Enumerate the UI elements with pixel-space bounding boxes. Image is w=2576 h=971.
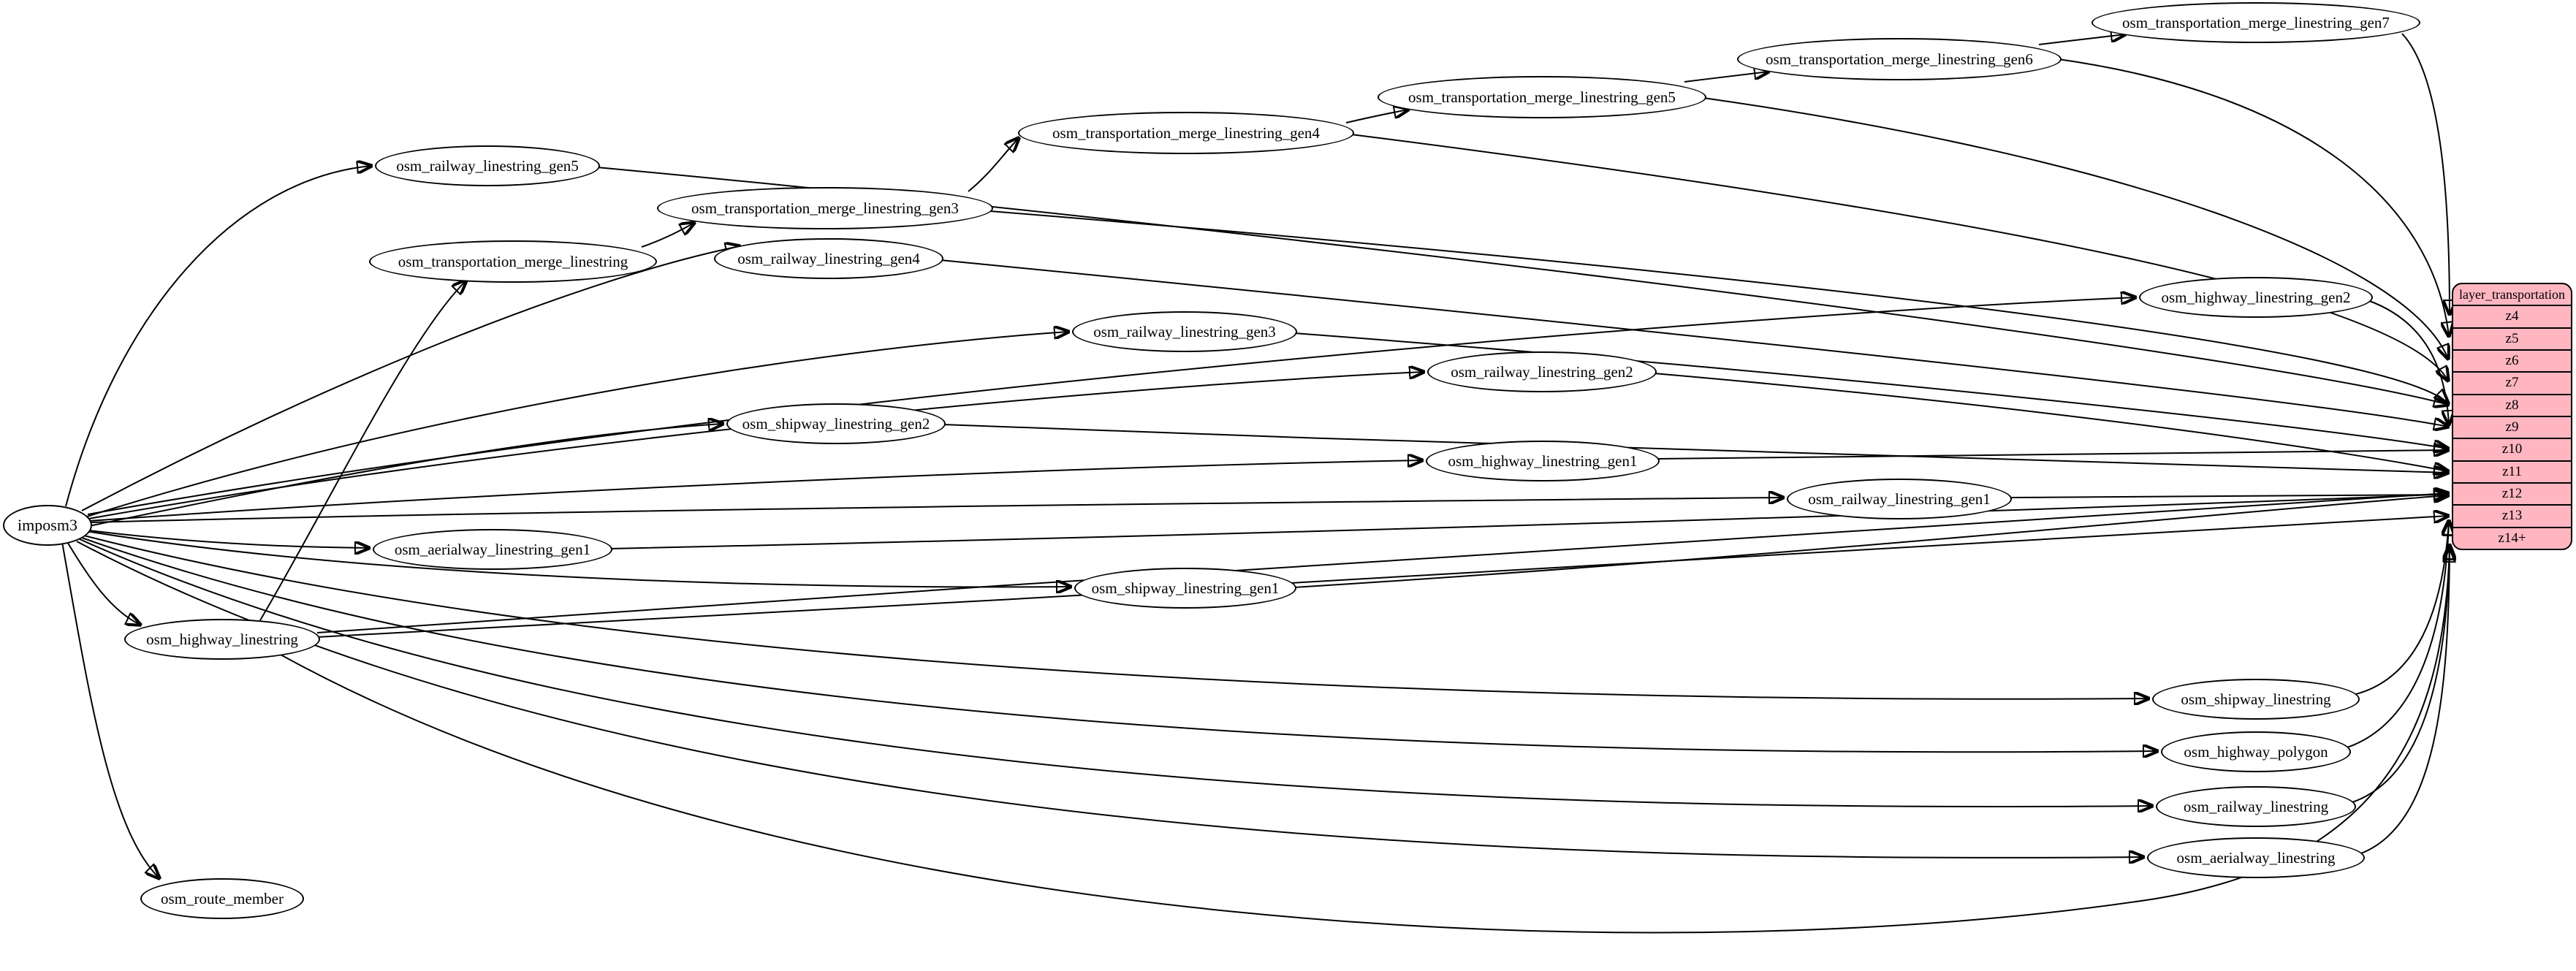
edge-aerialway_gen1-z12 bbox=[609, 494, 2448, 549]
node-osm_transportation_merge_linestring_gen7: osm_transportation_merge_linestring_gen7 bbox=[2091, 2, 2420, 43]
table-row-z11: z11 bbox=[2453, 460, 2571, 482]
table-row-z14: z14+ bbox=[2453, 527, 2571, 549]
edge-imposm3-railway_gen5 bbox=[66, 166, 371, 506]
edge-highway_gen2-z9 bbox=[2368, 300, 2449, 424]
table-row-z9: z9 bbox=[2453, 416, 2571, 438]
edge-merge_gen4-merge_gen5 bbox=[1346, 110, 1408, 123]
node-osm_highway_linestring_gen1: osm_highway_linestring_gen1 bbox=[1426, 441, 1660, 481]
node-osm_highway_linestring_gen2: osm_highway_linestring_gen2 bbox=[2139, 277, 2373, 318]
node-osm_highway_linestring: osm_highway_linestring bbox=[124, 619, 320, 660]
edge-railway_gen2-z11 bbox=[1654, 373, 2448, 471]
node-osm_transportation_merge_linestring_gen4: osm_transportation_merge_linestring_gen4 bbox=[1018, 112, 1354, 154]
edge-highway_polygon-z13 bbox=[2347, 522, 2449, 747]
node-osm_transportation_merge_linestring_gen5: osm_transportation_merge_linestring_gen5 bbox=[1378, 76, 1706, 118]
edge-imposm3-highway_polygon bbox=[82, 538, 2157, 752]
edge-shipway_gen2-z11 bbox=[943, 424, 2448, 473]
node-osm_railway_linestring_gen2: osm_railway_linestring_gen2 bbox=[1427, 351, 1657, 392]
node-osm_transportation_merge_linestring_gen3: osm_transportation_merge_linestring_gen3 bbox=[657, 187, 993, 229]
node-osm_shipway_linestring_gen2: osm_shipway_linestring_gen2 bbox=[726, 403, 946, 444]
node-osm_transportation_merge_linestring: osm_transportation_merge_linestring bbox=[369, 240, 657, 283]
edge-imposm3-railway_gen1 bbox=[89, 498, 1783, 522]
table-row-z5: z5 bbox=[2453, 327, 2571, 349]
edge-merge-merge_gen3 bbox=[642, 223, 694, 247]
layer-transportation-table bbox=[2452, 283, 2572, 550]
edge-highway_linestring-z13 bbox=[317, 516, 2448, 637]
edge-merge_gen3-merge_gen4 bbox=[968, 138, 1019, 191]
edge-railway_gen3-z10 bbox=[1294, 333, 2448, 449]
node-osm_highway_polygon: osm_highway_polygon bbox=[2161, 731, 2351, 772]
node-osm_railway_linestring_gen3: osm_railway_linestring_gen3 bbox=[1072, 311, 1297, 352]
edge-merge_gen5-z6 bbox=[1703, 98, 2448, 359]
node-osm_railway_linestring: osm_railway_linestring bbox=[2156, 786, 2356, 827]
edge-imposm3-aerialway_gen1 bbox=[83, 530, 369, 548]
table-header: layer_transportation bbox=[2459, 286, 2565, 302]
node-osm_aerialway_linestring: osm_aerialway_linestring bbox=[2147, 837, 2365, 878]
node-osm_railway_linestring_gen1: osm_railway_linestring_gen1 bbox=[1787, 479, 2012, 519]
edge-imposm3-route_member bbox=[62, 542, 159, 878]
table-row-z10: z10 bbox=[2453, 438, 2571, 460]
edge-merge_gen6-merge_gen7 bbox=[2039, 34, 2125, 45]
edge-merge_gen5-merge_gen6 bbox=[1684, 72, 1768, 82]
edge-imposm3-railway_gen2 bbox=[88, 372, 1424, 519]
node-osm_transportation_merge_linestring_gen6: osm_transportation_merge_linestring_gen6 bbox=[1737, 38, 2062, 80]
node-osm_aerialway_linestring_gen1: osm_aerialway_linestring_gen1 bbox=[373, 529, 612, 570]
node-osm_route_member: osm_route_member bbox=[140, 878, 304, 919]
table-row-z6: z6 bbox=[2453, 349, 2571, 371]
table-row-z8: z8 bbox=[2453, 394, 2571, 416]
node-osm_railway_linestring_gen5: osm_railway_linestring_gen5 bbox=[375, 145, 600, 186]
table-row-z4: z4 bbox=[2453, 305, 2571, 327]
table-row-z7: z7 bbox=[2453, 371, 2571, 393]
edge-imposm3-railway_gen4 bbox=[82, 246, 740, 511]
node-osm_shipway_linestring: osm_shipway_linestring bbox=[2152, 679, 2360, 720]
edge-highway_linestring-z14-long bbox=[279, 548, 2450, 932]
node-osm_shipway_linestring_gen1: osm_shipway_linestring_gen1 bbox=[1074, 568, 1296, 609]
edge-merge_gen7-z4 bbox=[2402, 34, 2450, 314]
node-osm_railway_linestring_gen4: osm_railway_linestring_gen4 bbox=[714, 238, 943, 279]
edge-imposm3-highway_gen1 bbox=[88, 460, 1422, 521]
edge-railway_linestring-z14 bbox=[2352, 545, 2450, 802]
table-row-z12: z12 bbox=[2453, 482, 2571, 504]
edge-highway_linestring-z12 bbox=[317, 493, 2448, 633]
node-imposm3: imposm3 bbox=[3, 505, 92, 546]
table-row-z13: z13 bbox=[2453, 504, 2571, 526]
